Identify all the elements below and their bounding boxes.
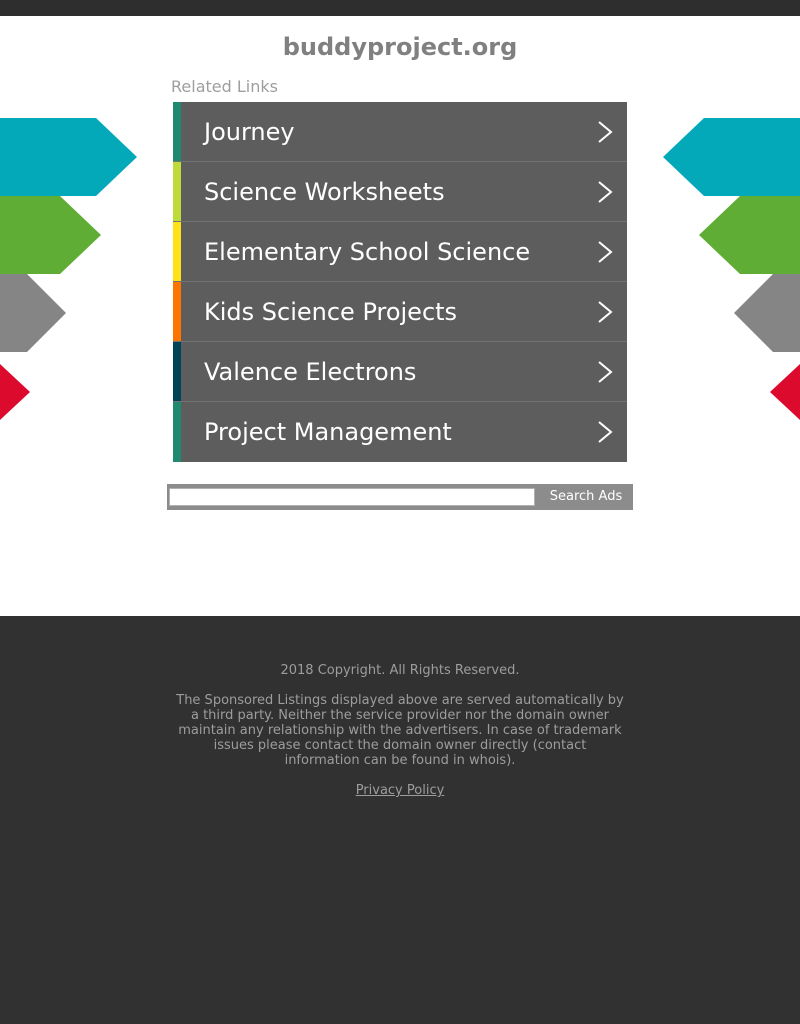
footer: [0, 616, 800, 1024]
link-color-stripe: [173, 222, 181, 281]
link-color-stripe: [173, 342, 181, 401]
link-journey[interactable]: [173, 102, 627, 162]
link-color-stripe: [173, 162, 181, 221]
decorative-arrow-right-grey: [734, 274, 800, 352]
domain-title: buddyproject.org: [282, 33, 518, 61]
chevron-right-icon: [597, 360, 613, 384]
link-color-stripe: [173, 102, 181, 161]
chevron-right-icon: [597, 180, 613, 204]
link-science-worksheets[interactable]: [173, 162, 627, 222]
top-bar: [0, 0, 800, 16]
decorative-arrow-right-red: [770, 364, 800, 420]
link-project-management[interactable]: [173, 402, 627, 462]
disclaimer-text: The Sponsored Listings displayed above are served automatically by a third party. Neither the service provider nor the domain owner maintain any relationship with the advertisers. In case of trademark issues please contact the domain owner directly (contact information can be found in whois).: [176, 693, 624, 768]
link-kids-science-projects[interactable]: [173, 282, 627, 342]
link-valence-electrons[interactable]: [173, 342, 627, 402]
search-bar: [167, 484, 633, 510]
search-input[interactable]: [169, 488, 535, 506]
link-color-stripe: [173, 402, 181, 462]
decorative-arrow-left-red: [0, 364, 30, 420]
related-links-heading: Related Links: [171, 77, 278, 96]
decorative-arrow-left-teal: [0, 118, 137, 196]
related-links-list: [173, 102, 627, 462]
privacy-policy: [0, 783, 800, 799]
link-label: Project Management: [204, 418, 452, 446]
decorative-arrow-right-teal: [663, 118, 800, 196]
link-label: Kids Science Projects: [204, 297, 458, 326]
search-ads-button[interactable]: Search Ads: [539, 484, 633, 510]
link-label: Science Worksheets: [204, 177, 445, 206]
chevron-right-icon: [597, 120, 613, 144]
link-label: Journey: [204, 117, 295, 146]
chevron-right-icon: [597, 300, 613, 324]
decorative-arrow-left-green: [0, 196, 101, 274]
decorative-arrow-right-green: [699, 196, 800, 274]
link-label: Valence Electrons: [204, 357, 417, 386]
copyright-text: 2018 Copyright. All Rights Reserved.: [280, 663, 520, 678]
link-color-stripe: [173, 282, 181, 341]
decorative-arrow-left-grey: [0, 274, 66, 352]
chevron-right-icon: [597, 420, 613, 444]
privacy-policy-link[interactable]: Privacy Policy: [355, 783, 445, 798]
chevron-right-icon: [597, 240, 613, 264]
link-elementary-school-science[interactable]: [173, 222, 627, 282]
link-label: Elementary School Science: [204, 237, 531, 266]
